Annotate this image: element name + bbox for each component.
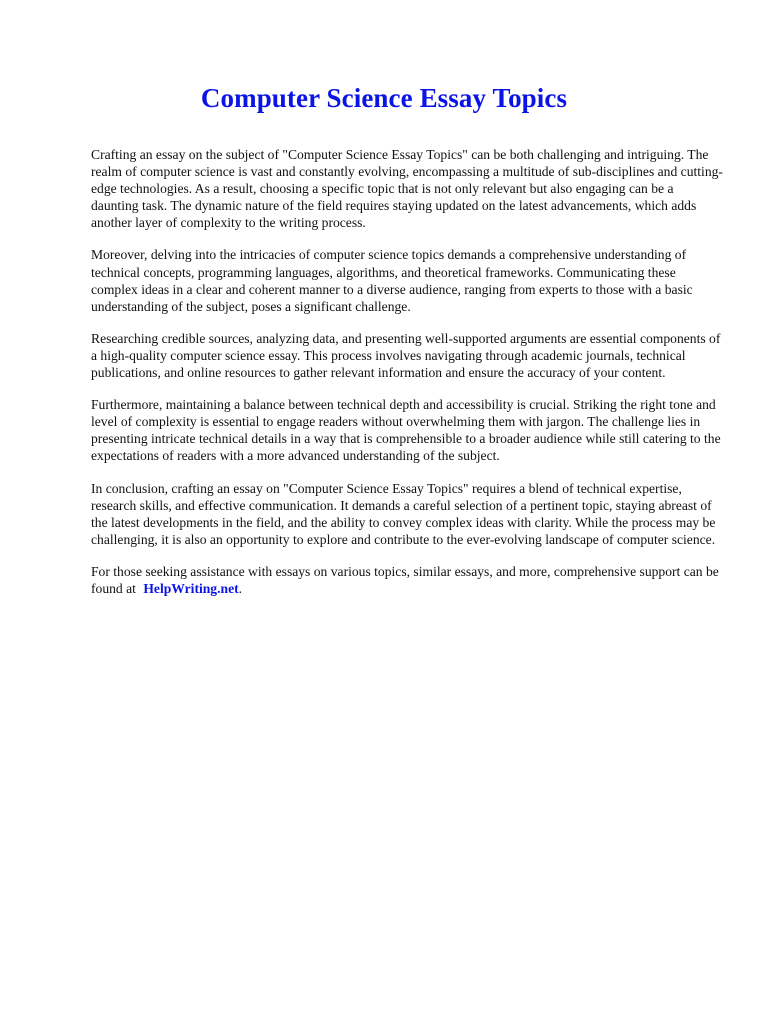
paragraph-4: Furthermore, maintaining a balance between technical depth and accessibility is crucial. Striking the right tone and level of complexity is essential to engage readers without overwhelming them with jargon. The challenge lies in presenting intricate technical details in a way that is comprehensible to a broader audience while still catering to the expectations of readers with a more advanced understanding of the subject. (91, 397, 721, 464)
closing-paragraph (91, 563, 723, 597)
paragraph-1: Crafting an essay on the subject of "Computer Science Essay Topics" can be both challenging and intriguing. The realm of computer science is vast and constantly evolving, encompassing a multitude of sub-disciplines and cutting-edge technologies. As a result, choosing a specific topic that is not only relevant but also engaging can be a daunting task. The dynamic nature of the field requires staying updated on the latest advancements, which adds another layer of complexity to the writing process. (91, 147, 723, 231)
paragraph-5: In conclusion, crafting an essay on "Computer Science Essay Topics" requires a blend of technical expertise, research skills, and effective communication. It demands a careful selection of a pertinent topic, staying abreast of the latest developments in the field, and the ability to convey complex ideas with clarity. While the process may be challenging, it is also an opportunity to explore and contribute to the ever-evolving landscape of computer science. (91, 480, 716, 547)
paragraph-2: Moreover, delving into the intricacies of computer science topics demands a comprehensive understanding of technical concepts, programming languages, algorithms, and theoretical frameworks. Communicating these complex ideas in a clear and coherent manner to a diverse audience, ranging from experts to those with a basic understanding of the subject, poses a significant challenge. (91, 247, 693, 314)
closing-period: . (238, 580, 243, 596)
closing-text: For those seeking assistance with essays on various topics, similar essays, and more, comprehensive support can be found at (91, 563, 719, 596)
essay-body (91, 146, 723, 612)
paragraph-3: Researching credible sources, analyzing data, and presenting well-supported arguments are essential components of a high-quality computer science essay. This process involves navigating through academic journals, technical publications, and online resources to gather relevant information and ensure the accuracy of your content. (91, 330, 721, 381)
page-title: Computer Science Essay Topics (200, 83, 568, 113)
helpwriting-link[interactable]: HelpWriting.net (143, 580, 239, 596)
